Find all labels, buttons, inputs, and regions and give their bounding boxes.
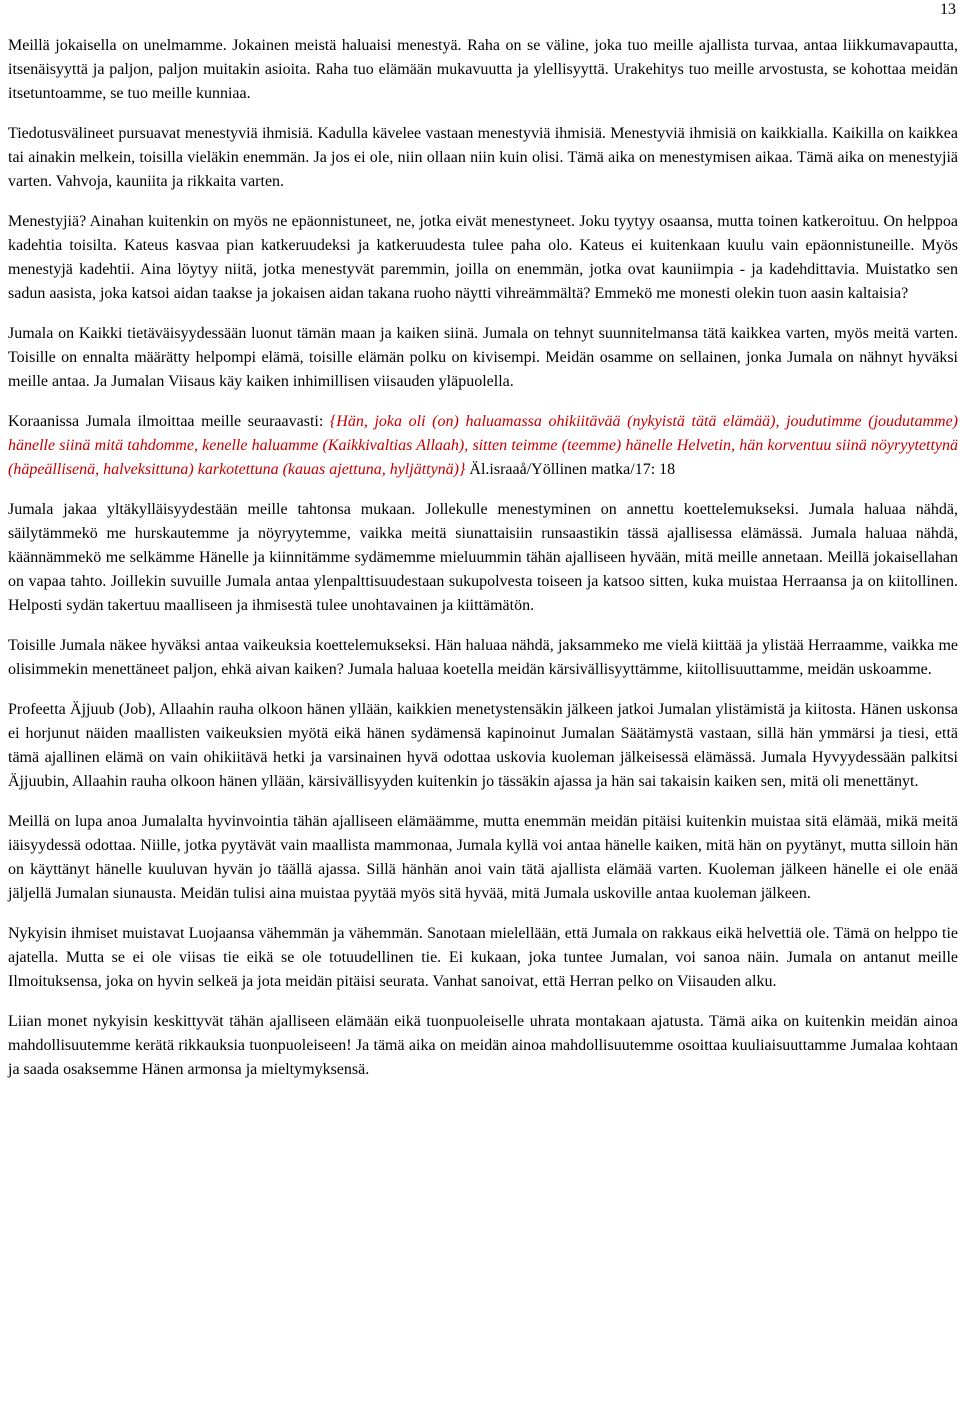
paragraph-10: Nykyisin ihmiset muistavat Luojaansa vähemmän ja vähemmän. Sanotaan mielellään, että Jumala on rakkaus eikä helvettiä ole. Tämä on helppo tie ajatella. Mutta se ei ole viisas tie eikä se ole totuudellinen tie. Ei kukaan, joka tuntee Jumalan, voi sanoa näin. Jumala on antanut meille Ilmoituksensa, joka on hyvin selkeä ja jota meidän pitäisi seurata. Vanhat sanoivat, että Herran pelko on Viisauden alku. [8,925,958,990]
paragraph-2: Tiedotusvälineet pursuavat menestyviä ihmisiä. Kadulla kävelee vastaan menestyviä ihmisiä. Menestyviä ihmisiä on kaikkialla. Kaikilla on kaikkea tai ainakin melkein, toisilla vieläkin enemmän. Ja jos ei ole, niin ollaan niin kuin olisi. Tämä aika on menestymisen aikaa. Tämä aika on menestyjiä varten. Vahvoja, kauniita ja rikkaita varten. [8,125,958,190]
paragraph-1: Meillä jokaisella on unelmamme. Jokainen meistä haluaisi menestyä. Raha on se väline, joka tuo meille ajallista turvaa, antaa liikkumavapautta, itsenäisyyttä ja paljon, paljon muitakin asioita. Raha tuo elämään mukavuutta ja ylellisyyttä. Urakehitys tuo meille arvostusta, se kohottaa meidän itsetuntoamme, se tuo meille kunniaa. [8,37,958,102]
quote-reference: Äl.israaå/Yöllinen matka/17: 18 [465,461,676,478]
quote-text: {Hän, joka oli (on) haluamassa ohikiitävää (nykyistä tätä elämää), joudutimme (joudutamme) hänelle siinä mitä tahdomme, kenelle haluamme (Kaikkivaltias Allaah), sitten teimme (teemme) hänelle Helvetin, hän korventuu siinä nöyryytettynä (häpeällisenä, halveksittuna) karkotettuna (kauas ajettuna, hyljättynä)} [8,413,958,478]
paragraph-11: Liian monet nykyisin keskittyvät tähän ajalliseen elämään eikä tuonpuoleiselle uhrata montakaan ajatusta. Tämä aika on kuitenkin meidän ainoa mahdollisuutemme kerätä rikkauksia tuonpuoleiseen! Ja tämä aika on meidän ainoa mahdollisuutemme osoittaa kuuliaisuuttamme Jumalaa kohtaan ja saada osaksemme Hänen armonsa ja mieltymyksensä. [8,1013,958,1078]
document-body [8,34,958,1098]
paragraph-7: Toisille Jumala näkee hyväksi antaa vaikeuksia koettelemukseksi. Hän haluaa nähdä, jaksammeko me vielä kiittää ja ylistää Herraamme, vaikka me olisimmekin menettäneet paljon, ehkä aivan kaiken? Jumala haluaa koetella meidän kärsivällisyyttämme, kiitollisuuttamme, meidän uskoamme. [8,637,958,678]
page-number: 13 [940,1,956,18]
paragraph-9: Meillä on lupa anoa Jumalalta hyvinvointia tähän ajalliseen elämäämme, mutta enemmän meidän pitäisi kuitenkin muistaa sitä elämää, mikä meitä iäisyydessä odottaa. Niille, jotka pyytävät vain maallista mammonaa, Jumala kyllä voi antaa hänelle kaiken, mitä hän on pyytänyt, mutta silloin hän on käyttänyt hänelle kuuluvan hyvän jo täällä ajassa. Sillä hänhän anoi vain tätä ajallista elämää varten. Kuoleman jälkeen hänelle ei ole enää jäljellä Jumalan siunausta. Meidän tulisi aina muistaa pyytää myös sitä hyvää, mitä Jumala uskoville antaa kuoleman jälkeen. [8,813,958,902]
paragraph-4: Jumala on Kaikki tietäväisyydessään luonut tämän maan ja kaiken siinä. Jumala on tehnyt suunnitelmansa tätä kaikkea varten, myös meitä varten. Toisille on ennalta määrätty helpompi elämä, toisille elämän polku on kivisempi. Meidän osamme on sellainen, jonka Jumala on nähnyt hyväksi meille antaa. Ja Jumalan Viisaus käy kaiken inhimillisen viisauden yläpuolella. [8,325,958,390]
paragraph-6: Jumala jakaa yltäkylläisyydestään meille tahtonsa mukaan. Jollekulle menestyminen on annettu koettelemukseksi. Jumala haluaa nähdä, säilytämmekö me hurskautemme ja nöyryytemme, vaikka meitä siunattaisiin runsaastikin tässä ajallisessa elämässä. Jumala haluaa nähdä, käännämmekö me selkämme Hänelle ja kiinnitämme sydämemme mieluummin tähän ajalliseen hyvään, mitä meille annetaan. Meillä jokaisellahan on vapaa tahto. Joillekin suvuille Jumala antaa ylenpalttisuudestaan sukupolvesta toiseen ja katsoo sitten, kuka muistaa Herraansa ja on kiitollinen. Helposti sydän takertuu maalliseen ja ihmisestä tulee unohtavainen ja kiittämätön. [8,501,958,614]
paragraph-3: Menestyjiä? Ainahan kuitenkin on myös ne epäonnistuneet, ne, jotka eivät menestyneet. Joku tyytyy osaansa, mutta toinen katkeroituu. On helppoa kadehtia toisilta. Kateus kasvaa pian katkeruudeksi ja katkeruudesta tulee paha olo. Kateus ei kuitenkaan kuulu vain epäonnistuneille. Myös menestyjä kadehtii. Aina löytyy niitä, jotka menestyvät paremmin, joilla on enemmän, jotka ovat kauniimpia - ja kadehdittavia. Muistatko sen sadun aasista, joka katsoi aidan taakse ja jokaisen aidan takana ruoho näytti vihreämmältä? Emmekö me monesti olekin tuon aasin kaltaisia? [8,213,958,302]
paragraph-8: Profeetta Äjjuub (Job), Allaahin rauha olkoon hänen yllään, kaikkien menetystensäkin jälkeen jatkoi Jumalan ylistämistä ja kiitosta. Hänen uskonsa ei horjunut näiden maallisten vaikeuksien myötä eikä hänen sydämensä kapinoinut Jumalan Säätämystä vastaan, sillä hän ymmärsi ja tiesi, että tämä ajallinen elämä on vain ohikiitävä hetki ja varsinainen hyvä odottaa uskovia kuoleman jälkeisessä elämässä. Jumala Hyvyydessään palkitsi Äjjuubin, Allaahin rauha olkoon hänen yllään, kärsivällisyyden kuitenkin jo tässäkin ajassa ja hän sai takaisin kaiken sen, mitä oli menettänyt. [8,701,958,790]
quote-intro: Koraanissa Jumala ilmoittaa meille seuraavasti: [8,413,330,430]
paragraph-quran-quote [8,410,958,482]
